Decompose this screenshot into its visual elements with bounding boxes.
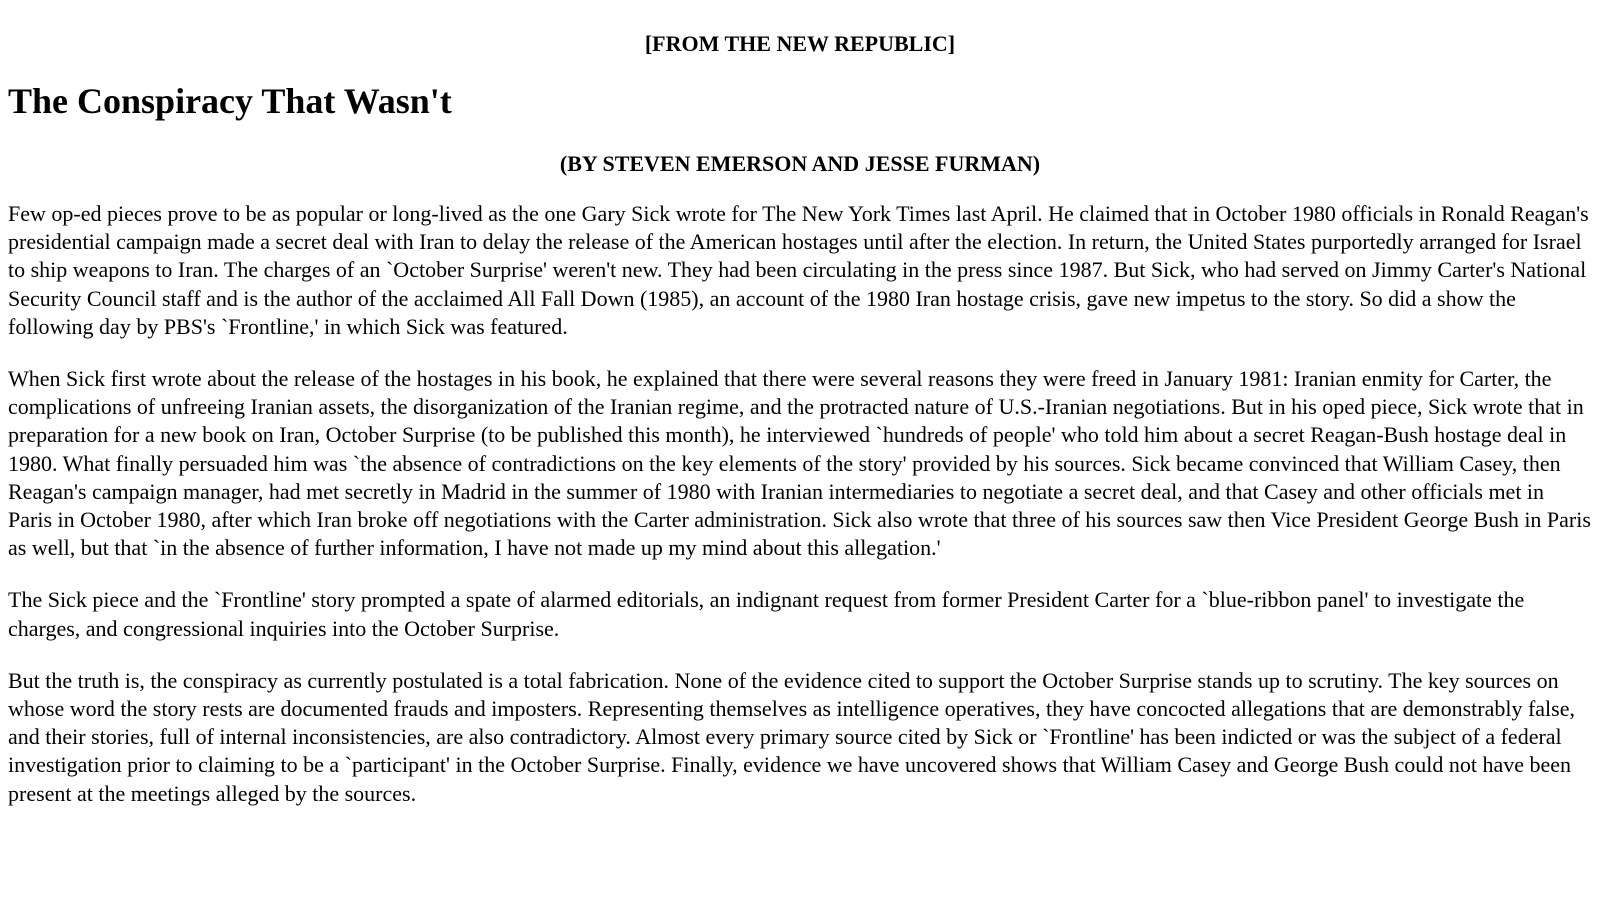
byline: (BY STEVEN EMERSON AND JESSE FURMAN) [559,151,1041,176]
article-title: The Conspiracy That Wasn't [8,81,452,121]
document-page [0,30,1600,808]
paragraph-4: But the truth is, the conspiracy as currently postulated is a total fabrication. None of the evidence cited to support the October Surprise stands up to scrutiny. The key sources on whose word the story rests are documented frauds and imposters. Representing themselves as intelligence operatives, they have concocted allegations that are demonstrably false, and their stories, full of internal inconsistencies, are also contradictory. Almost every primary source cited by Sick or `Frontline' has been indicted or was the subject of a federal investigation prior to claiming to be a `participant' in the October Surprise. Finally, evidence we have uncovered shows that William Casey and George Bush could not have been present at the meetings alleged by the sources. [8,667,1575,806]
paragraph-3: The Sick piece and the `Frontline' story prompted a spate of alarmed editorials, an indignant request from former President Carter for a `blue-ribbon panel' to investigate the charges, and congressional inquiries into the October Surprise. [8,587,1525,641]
paragraph-2: When Sick first wrote about the release of the hostages in his book, he explained that there were several reasons they were freed in January 1981: Iranian enmity for Carter, the complications of unfreeing Iranian assets, the disorganization of the Iranian regime, and the protracted nature of U.S.-Iranian negotiations. But in his oped piece, Sick wrote that in preparation for a new book on Iran, October Surprise (to be published this month), he interviewed `hundreds of people' who told him about a secret Reagan-Bush hostage deal in 1980. What finally persuaded him was `the absence of contradictions on the key elements of the story' provided by his sources. Sick became convinced that William Casey, then Reagan's campaign manager, had met secretly in Madrid in the summer of 1980 with Iranian intermediaries to negotiate a secret deal, and that Casey and other officials met in Paris in October 1980, after which Iran broke off negotiations with the Carter administration. Sick also wrote that three of his sources saw then Vice President George Bush in Paris as well, but that `in the absence of further information, I have not made up my mind about this allegation.' [8,366,1591,561]
paragraph-1: Few op-ed pieces prove to be as popular or long-lived as the one Gary Sick wrote for The New York Times last April. He claimed that in October 1980 officials in Ronald Reagan's presidential campaign made a secret deal with Iran to delay the release of the American hostages until after the election. In return, the United States purportedly arranged for Israel to ship weapons to Iran. The charges of an `October Surprise' weren't new. They had been circulating in the press since 1987. But Sick, who had served on Jimmy Carter's National Security Council staff and is the author of the acclaimed All Fall Down (1985), an account of the 1980 Iran hostage crisis, gave new impetus to the story. So did a show the following day by PBS's `Frontline,' in which Sick was featured. [8,201,1589,339]
source-line: [FROM THE NEW REPUBLIC] [644,31,956,56]
article-body [8,200,1592,808]
